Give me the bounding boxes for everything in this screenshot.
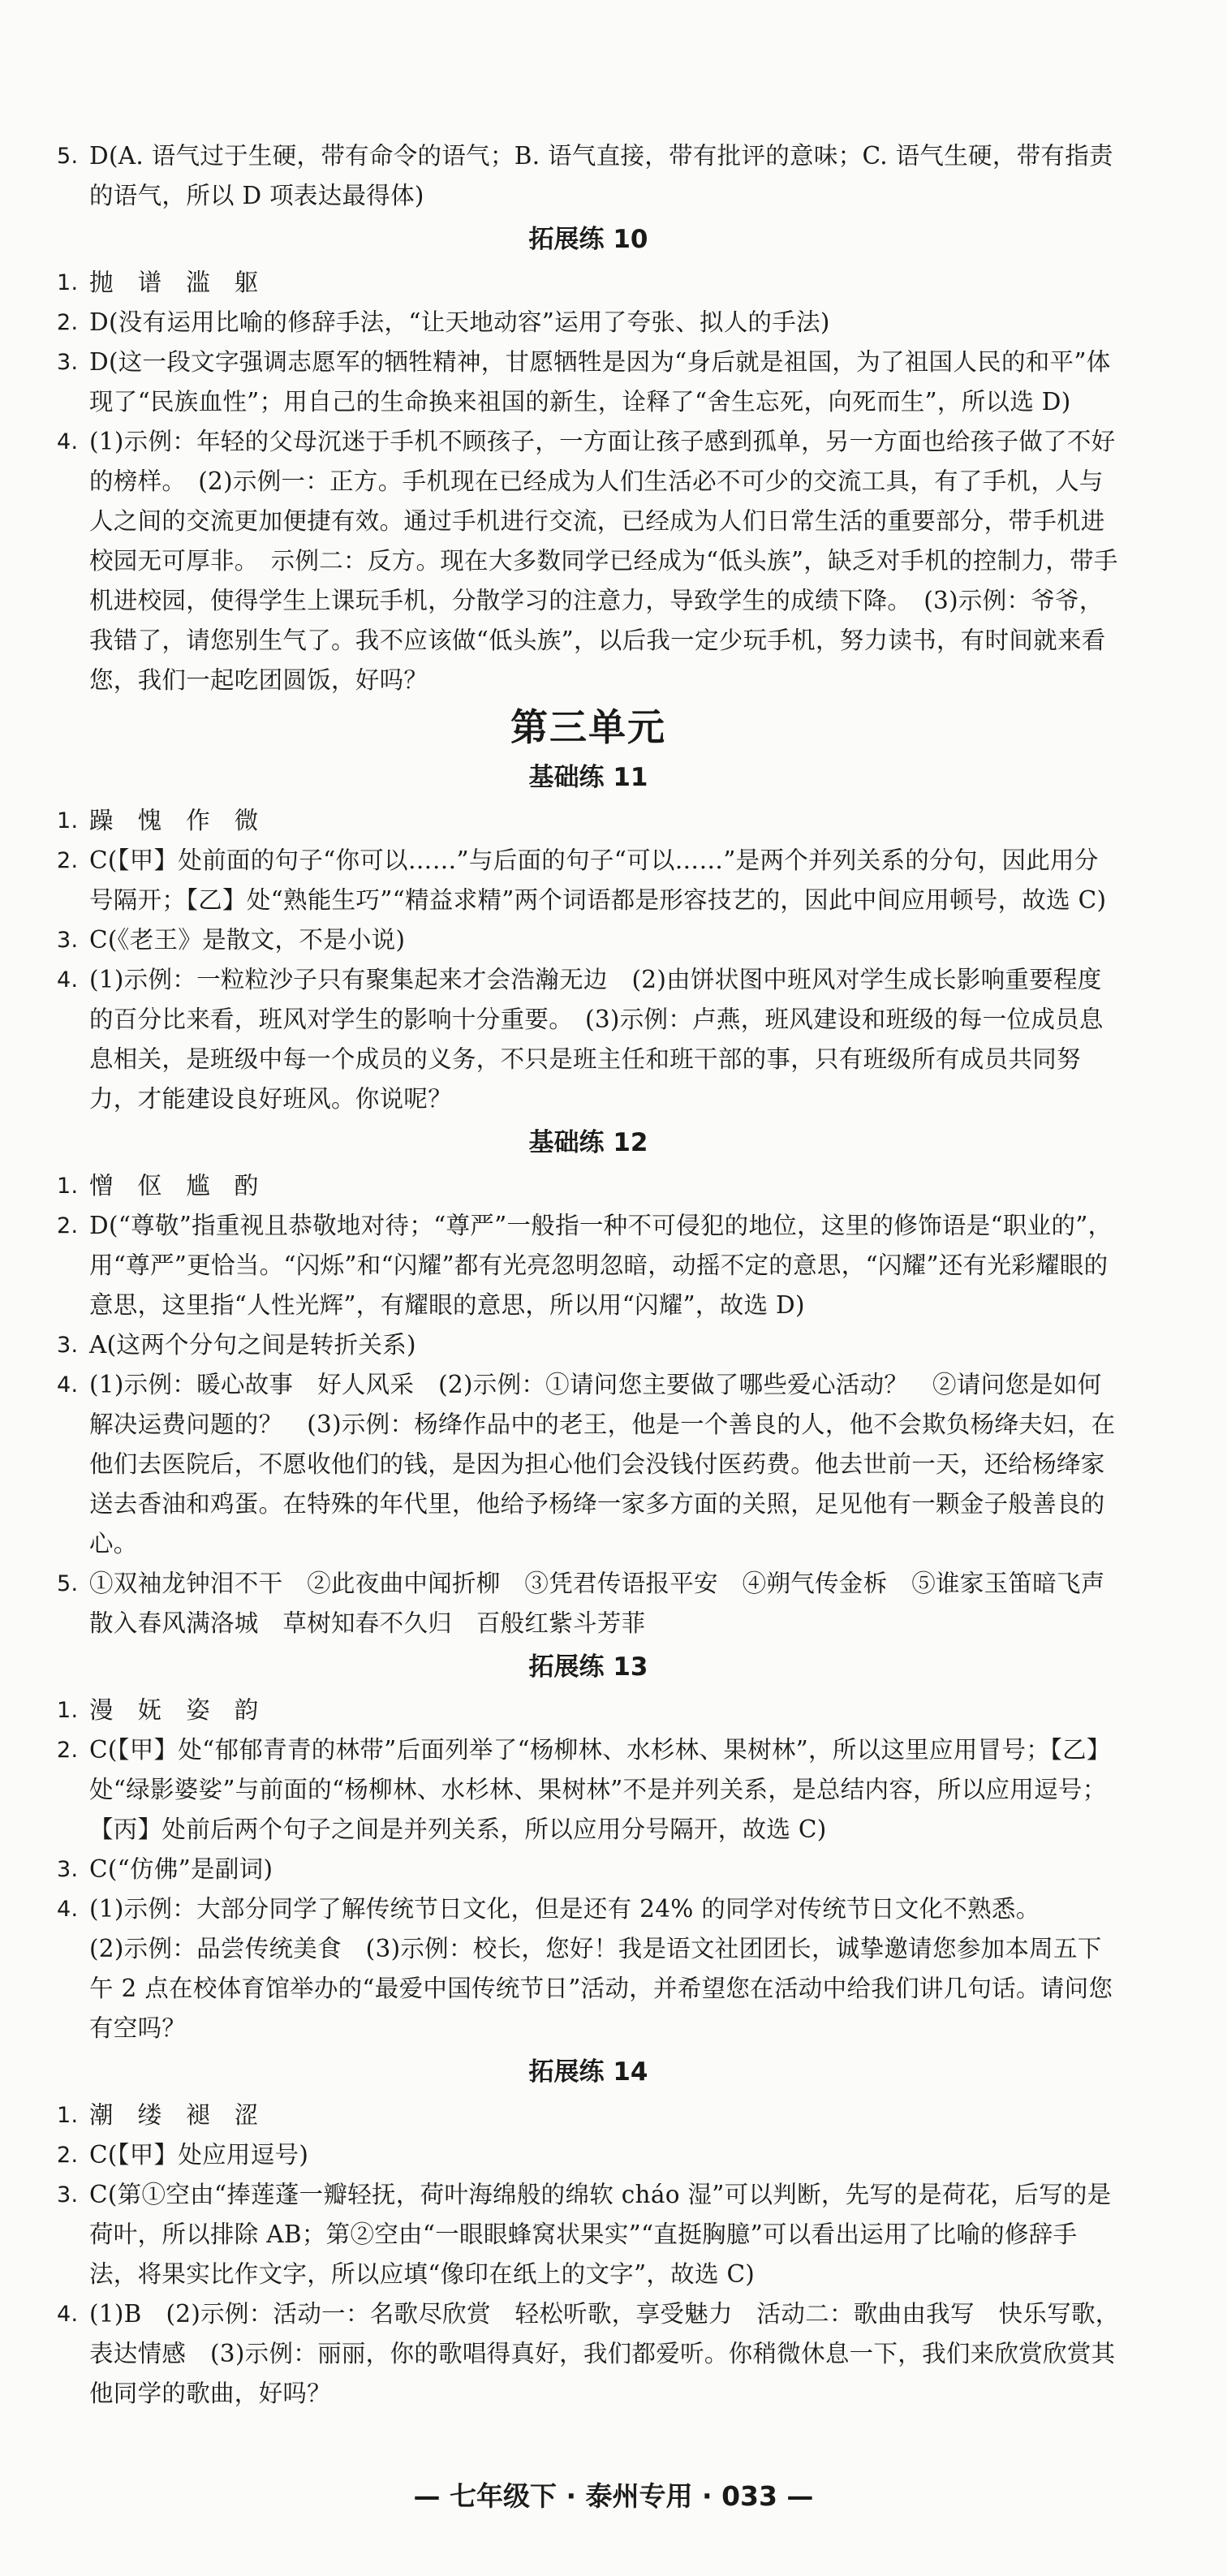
unit-title: 第三单元 <box>510 705 666 749</box>
page-footer: — 七年级下 · 泰州专用 · 033 — <box>413 2480 814 2512</box>
answer-text: C(“仿佛”是副词) <box>89 1855 273 1883</box>
answer-number: 3. <box>57 1333 79 1358</box>
answer-content <box>57 136 1130 2414</box>
answer-number: 5. <box>57 1571 79 1596</box>
answer-item <box>57 1730 1120 1850</box>
answer-item <box>57 1166 1120 1206</box>
answer-text: 漫 妩 姿 韵 <box>89 1696 259 1724</box>
answer-text: (1)B (2)示例：活动一：名歌尽欣赏 轻松听歌，享受魅力 活动二：歌曲由我写 快乐写歌，表达情感 (3)示例：丽丽，你的歌唱得真好，我们都爱听。你稍微休息一下，我们来欣赏欣赏其他同学的歌曲，好吗？ <box>89 2300 1120 2407</box>
answer-number: 2. <box>57 848 79 873</box>
answer-number: 2. <box>57 1213 79 1238</box>
answer-item <box>57 1206 1120 1325</box>
answer-number: 1. <box>57 808 79 834</box>
answer-text: C(【甲】处应用逗号) <box>89 2141 309 2169</box>
answer-item <box>57 801 1120 841</box>
answer-text: A(这两个分句之间是转折关系) <box>89 1331 416 1359</box>
answer-item <box>57 422 1120 700</box>
answer-text: D(A. 语气过于生硬，带有命令的语气；B. 语气直接，带有批评的意味；C. 语气生硬，带有指责的语气，所以 D 项表达最得体) <box>89 142 1113 209</box>
answer-item <box>57 1564 1130 1643</box>
exercise-title: 基础练 12 <box>528 1128 648 1157</box>
answer-continuation <box>57 1929 1120 2048</box>
exercise-title: 基础练 11 <box>528 763 648 792</box>
answer-text: C(《老王》是散文，不是小说) <box>89 926 406 954</box>
answer-text: (1)示例：一粒粒沙子只有聚集起来才会浩瀚无边 (2)由饼状图中班风对学生成长影响重要程度的百分比来看，班风对学生的影响十分重要。 (3)示例：卢燕，班风建设和班级的每一位成员息息相关，是班级中每一个成员的义务，不只是班主任和班干部的事，只有班级所有成员共同努力，才能建设良好班风。你说呢？ <box>89 966 1104 1113</box>
answer-item <box>57 960 1120 1119</box>
answer-item <box>57 2294 1120 2414</box>
answer-item <box>57 263 1120 303</box>
answer-number: 4. <box>57 429 79 454</box>
answer-text: D(“尊敬”指重视且恭敬地对待；“尊严”一般指一种不可侵犯的地位，这里的修饰语是“职业的”，用“尊严”更恰当。“闪烁”和“闪耀”都有光亮忽明忽暗，动摇不定的意思，“闪耀”还有光彩耀眼的意思，这里指“人性光辉”，有耀眼的意思，所以用“闪耀”，故选 D) <box>89 1212 1113 1319</box>
exercise-title: 拓展练 14 <box>528 2057 648 2087</box>
answer-text: (1)示例：暖心故事 好人风采 (2)示例：①请问您主要做了哪些爱心活动？ ②请问您是如何解决运费问题的？ (3)示例：杨绛作品中的老王，他是一个善良的人，他不会欺负杨绛夫妇，在他们去医院后，不愿收他们的钱，是因为担心他们会没钱付医药费。他去世前一天，还给杨绛家送去香油和鸡蛋。在特殊的年代里，他给予杨绛一家多方面的关照，足见他有一颗金子般善良的心。 <box>89 1371 1116 1557</box>
answer-text: D(这一段文字强调志愿军的牺牲精神，甘愿牺牲是因为“身后就是祖国，为了祖国人民的和平”体现了“民族血性”；用自己的生命换来祖国的新生，诠释了“舍生忘死，向死而生”，所以选 D) <box>89 348 1111 416</box>
answer-number: 1. <box>57 1174 79 1199</box>
answer-item <box>57 1850 1120 1889</box>
answer-item <box>57 342 1120 422</box>
answer-text: C(第①空由“捧莲蓬一瓣轻抚，荷叶海绵般的绵软 cháo 湿”可以判断，先写的是荷花，后写的是荷叶，所以排除 AB；第②空由“一眼眼蜂窝状果实”“直挺胸臆”可以看出运用了比喻的修辞手法，将果实比作文字，所以应填“像印在纸上的文字”，故选 C) <box>89 2181 1112 2288</box>
answer-text: 潮 缕 褪 涩 <box>89 2101 259 2129</box>
answer-number: 3. <box>57 2182 79 2208</box>
answer-number: 4. <box>57 1897 79 1922</box>
answer-text: C(【甲】处“郁郁青青的林带”后面列举了“杨柳林、水杉林、果树林”，所以这里应用冒号；【乙】处“绿影婆娑”与前面的“杨柳林、水杉林、果树林”不是并列关系，是总结内容，所以应用逗号；【丙】处前后两个句子之间是并列关系，所以应用分号隔开，故选 C) <box>89 1736 1111 1843</box>
answer-item <box>57 2135 1120 2175</box>
answer-number: 5. <box>57 144 79 169</box>
answer-item <box>57 1325 1120 1365</box>
answer-item <box>57 303 1120 342</box>
answer-text: (2)示例：品尝传统美食 (3)示例：校长，您好！我是语文社团团长，诚挚邀请您参加本周五下午 2 点在校体育馆举办的“最爱中国传统节日”活动，并希望您在活动中给我们讲几句话。请问您有空吗？ <box>89 1935 1113 2042</box>
answer-item <box>57 920 1120 960</box>
answer-item <box>57 2175 1120 2294</box>
exercise-title: 拓展练 10 <box>528 225 648 254</box>
answer-item <box>57 136 1120 216</box>
answer-text: 抛 谱 滥 躯 <box>89 269 259 296</box>
answer-number: 1. <box>57 1698 79 1723</box>
answer-number: 4. <box>57 2302 79 2327</box>
answer-number: 3. <box>57 1857 79 1882</box>
answer-number: 2. <box>57 1738 79 1763</box>
answer-number: 1. <box>57 2103 79 2128</box>
answer-item <box>57 1889 1120 1929</box>
answer-text: (1)示例：年轻的父母沉迷于手机不顾孩子，一方面让孩子感到孤单，另一方面也给孩子做了不好的榜样。 (2)示例一：正方。手机现在已经成为人们生活必不可少的交流工具，有了手机，人与人之间的交流更加便捷有效。通过手机进行交流，已经成为人们日常生活的重要部分，带手机进校园无可厚非。 示例二：反方。现在大多数同学已经成为“低头族”，缺乏对手机的控制力，带手机进校园，使得学生上课玩手机，分散学习的注意力，导致学生的成绩下降。 (3)示例：爷爷，我错了，请您别生气了。我不应该做“低头族”，以后我一定少玩手机，努力读书，有时间就来看您，我们一起吃团圆饭，好吗？ <box>89 428 1118 694</box>
answer-item <box>57 1365 1120 1564</box>
answer-item <box>57 841 1120 920</box>
answer-number: 3. <box>57 928 79 953</box>
answer-item <box>57 1691 1120 1730</box>
exercise-title: 拓展练 13 <box>528 1652 648 1682</box>
answer-text: ①双袖龙钟泪不干 ②此夜曲中闻折柳 ③凭君传语报平安 ④朔气传金柝 ⑤谁家玉笛暗飞声 散入春风满洛城 草树知春不久归 百般红紫斗芳菲 <box>89 1570 1130 1637</box>
answer-text: D(没有运用比喻的修辞手法，“让天地动容”运用了夸张、拟人的手法) <box>89 308 830 336</box>
answer-number: 4. <box>57 1372 79 1398</box>
answer-number: 1. <box>57 270 79 295</box>
answer-number: 4. <box>57 967 79 993</box>
answer-text: 憎 伛 尴 酌 <box>89 1172 259 1200</box>
answer-text: C(【甲】处前面的句子“你可以……”与后面的句子“可以……”是两个并列关系的分句，因此用分号隔开；【乙】处“熟能生巧”“精益求精”两个词语都是形容技艺的，因此中间应用顿号，故选 C) <box>89 846 1107 914</box>
answer-text: (1)示例：大部分同学了解传统节日文化，但是还有 24% 的同学对传统节日文化不熟悉。 <box>89 1895 1040 1923</box>
answer-number: 3. <box>57 350 79 375</box>
answer-number: 2. <box>57 310 79 335</box>
answer-text: 躁 愧 作 微 <box>89 807 259 834</box>
answer-item <box>57 2096 1120 2135</box>
answer-number: 2. <box>57 2143 79 2168</box>
